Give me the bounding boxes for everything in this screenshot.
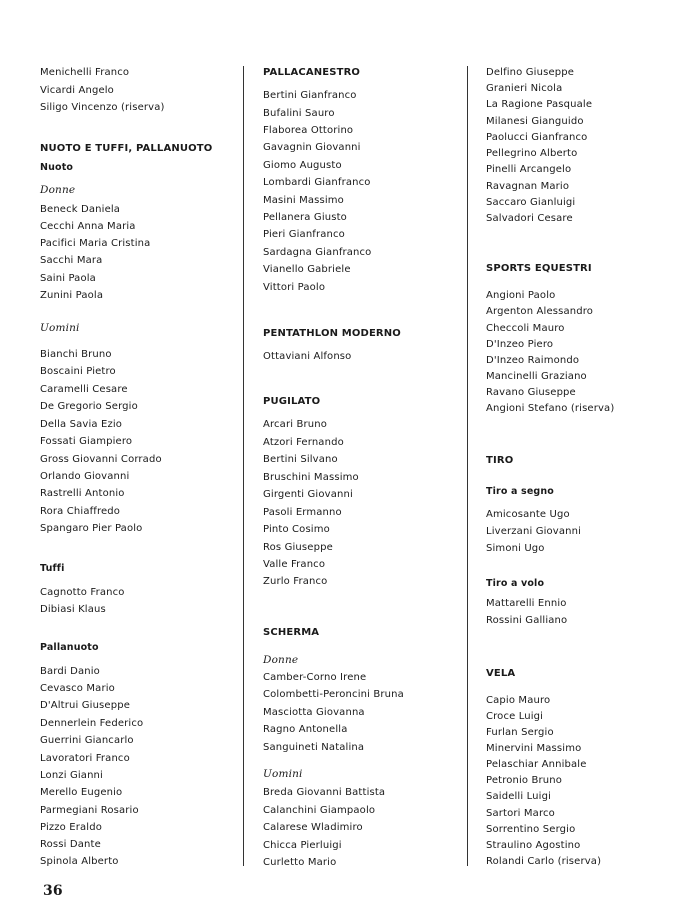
athlete-name: Siligo Vincenzo (riserva) — [40, 102, 165, 113]
athlete-name: Rolandi Carlo (riserva) — [486, 856, 602, 867]
column-divider — [467, 66, 468, 866]
athlete-name: Bertini Gianfranco — [263, 90, 357, 101]
athlete-name: Valle Franco — [263, 559, 326, 570]
athlete-name: Capio Mauro — [486, 695, 551, 706]
athlete-name: Pinto Cosimo — [263, 524, 330, 535]
athlete-name: Ros Giuseppe — [263, 542, 333, 553]
subsection-heading: Nuoto — [40, 162, 74, 173]
athlete-name: Bardi Danio — [40, 666, 100, 677]
athlete-name: Argenton Alessandro — [486, 306, 594, 317]
subsection-heading: Tuffi — [40, 563, 65, 574]
athlete-name: Cevasco Mario — [40, 683, 115, 694]
athlete-name: Sacchi Mara — [40, 255, 103, 266]
athlete-name: Caramelli Cesare — [40, 384, 128, 395]
athlete-name: Cecchi Anna Maria — [40, 221, 136, 232]
athlete-name: Calanchini Giampaolo — [263, 805, 376, 816]
athlete-name: Ragno Antonella — [263, 724, 348, 735]
athlete-name: Salvadori Cesare — [486, 213, 573, 224]
athlete-name: Angioni Paolo — [486, 290, 556, 301]
athlete-name: D'Inzeo Piero — [486, 339, 554, 350]
athlete-name: Zunini Paola — [40, 290, 104, 301]
subsection-heading: Tiro a segno — [486, 486, 554, 497]
athlete-name: Saccaro Gianluigi — [486, 197, 576, 208]
athlete-name: Colombetti-Peroncini Bruna — [263, 689, 404, 700]
athlete-name: Straulino Agostino — [486, 840, 581, 851]
page-number: 36 — [43, 883, 63, 899]
section-heading: PENTATHLON MODERNO — [263, 328, 401, 339]
athlete-name: Furlan Sergio — [486, 727, 554, 738]
athlete-name: Zurlo Franco — [263, 576, 328, 587]
subsection-heading: Tiro a volo — [486, 578, 545, 589]
athlete-name: D'Inzeo Raimondo — [486, 355, 580, 366]
athlete-name: Amicosante Ugo — [486, 509, 570, 520]
athlete-name: Gross Giovanni Corrado — [40, 454, 162, 465]
athlete-name: Bufalini Sauro — [263, 108, 335, 119]
athlete-name: Minervini Massimo — [486, 743, 582, 754]
athlete-name: Mancinelli Graziano — [486, 371, 587, 382]
section-heading: NUOTO E TUFFI, PALLANUOTO — [40, 143, 213, 154]
athlete-name: Breda Giovanni Battista — [263, 787, 386, 798]
athlete-name: Pasoli Ermanno — [263, 507, 342, 518]
section-heading: VELA — [486, 668, 516, 679]
athlete-name: Croce Luigi — [486, 711, 544, 722]
athlete-name: Sorrentino Sergio — [486, 824, 576, 835]
athlete-name: Parmegiani Rosario — [40, 805, 139, 816]
athlete-name: Rossini Galliano — [486, 615, 568, 626]
athlete-name: Flaborea Ottorino — [263, 125, 354, 136]
athlete-name: Fossati Giampiero — [40, 436, 133, 447]
athlete-name: D'Altrui Giuseppe — [40, 700, 131, 711]
athlete-name: Checcoli Mauro — [486, 323, 565, 334]
athlete-name: Ravagnan Mario — [486, 181, 570, 192]
athlete-name: Spangaro Pier Paolo — [40, 523, 143, 534]
athlete-name: Vicardi Angelo — [40, 85, 114, 96]
athlete-name: Della Savia Ezio — [40, 419, 123, 430]
athlete-name: Vianello Gabriele — [263, 264, 351, 275]
athlete-name: Mattarelli Ennio — [486, 598, 567, 609]
athlete-name: Delfino Giuseppe — [486, 67, 575, 78]
athlete-name: Angioni Stefano (riserva) — [486, 403, 615, 414]
athlete-name: Atzori Fernando — [263, 437, 344, 448]
athlete-name: Sartori Marco — [486, 808, 555, 819]
section-heading: PUGILATO — [263, 396, 321, 407]
athlete-name: Saini Paola — [40, 273, 96, 284]
athlete-name: Paolucci Gianfranco — [486, 132, 588, 143]
athlete-name: Bianchi Bruno — [40, 349, 112, 360]
athlete-name: Pelaschiar Annibale — [486, 759, 587, 770]
athlete-name: Rossi Dante — [40, 839, 101, 850]
athlete-name: Menichelli Franco — [40, 67, 130, 78]
athlete-name: Milanesi Gianguido — [486, 116, 584, 127]
section-heading: SCHERMA — [263, 627, 320, 638]
athlete-name: Granieri Nicola — [486, 83, 563, 94]
athlete-name: Simoni Ugo — [486, 543, 545, 554]
athlete-name: Bertini Silvano — [263, 454, 338, 465]
athlete-name: Calarese Wladimiro — [263, 822, 363, 833]
athlete-name: Bruschini Massimo — [263, 472, 359, 483]
athlete-name: Sardagna Gianfranco — [263, 247, 372, 258]
athlete-name: Dennerlein Federico — [40, 718, 144, 729]
athlete-name: Masini Massimo — [263, 195, 344, 206]
athlete-name: Rastrelli Antonio — [40, 488, 125, 499]
athlete-name: Cagnotto Franco — [40, 587, 125, 598]
athlete-name: Lonzi Gianni — [40, 770, 103, 781]
athlete-name: Sanguineti Natalina — [263, 742, 365, 753]
group-label: Uomini — [263, 768, 303, 780]
athlete-name: Spinola Alberto — [40, 856, 119, 867]
athlete-name: Dibiasi Klaus — [40, 604, 106, 615]
subsection-heading: Pallanuoto — [40, 642, 99, 653]
athlete-name: Pinelli Arcangelo — [486, 164, 572, 175]
section-heading: PALLACANESTRO — [263, 67, 361, 78]
column-divider — [243, 66, 244, 866]
athlete-name: Girgenti Giovanni — [263, 489, 353, 500]
athlete-name: Ottaviani Alfonso — [263, 351, 352, 362]
athlete-name: Pellegrino Alberto — [486, 148, 578, 159]
section-heading: TIRO — [486, 455, 514, 466]
athlete-name: Pizzo Eraldo — [40, 822, 102, 833]
athlete-name: Boscaini Pietro — [40, 366, 116, 377]
athlete-name: Pieri Gianfranco — [263, 229, 345, 240]
group-label: Donne — [40, 184, 76, 196]
athlete-name: Orlando Giovanni — [40, 471, 130, 482]
athlete-name: Giomo Augusto — [263, 160, 342, 171]
athlete-name: Lavoratori Franco — [40, 753, 130, 764]
athlete-name: Merello Eugenio — [40, 787, 123, 798]
athlete-name: Rora Chiaffredo — [40, 506, 121, 517]
athlete-name: Curletto Mario — [263, 857, 337, 868]
athlete-name: Petronio Bruno — [486, 775, 563, 786]
athlete-name: Beneck Daniela — [40, 204, 121, 215]
athlete-name: Pacifici Maria Cristina — [40, 238, 151, 249]
athlete-name: Liverzani Giovanni — [486, 526, 582, 537]
athlete-name: Saidelli Luigi — [486, 791, 552, 802]
athlete-name: Gavagnin Giovanni — [263, 142, 361, 153]
athlete-name: Vittori Paolo — [263, 282, 326, 293]
athlete-name: De Gregorio Sergio — [40, 401, 138, 412]
athlete-name: Pellanera Giusto — [263, 212, 347, 223]
athlete-name: La Ragione Pasquale — [486, 99, 593, 110]
athlete-name: Lombardi Gianfranco — [263, 177, 371, 188]
athlete-name: Camber-Corno Irene — [263, 672, 367, 683]
athlete-name: Chicca Pierluigi — [263, 840, 342, 851]
section-heading: SPORTS EQUESTRI — [486, 263, 592, 274]
athlete-name: Guerrini Giancarlo — [40, 735, 134, 746]
athlete-name: Arcari Bruno — [263, 419, 327, 430]
athlete-name: Ravano Giuseppe — [486, 387, 576, 398]
group-label: Uomini — [40, 322, 80, 334]
group-label: Donne — [263, 654, 299, 666]
athlete-name: Masciotta Giovanna — [263, 707, 365, 718]
